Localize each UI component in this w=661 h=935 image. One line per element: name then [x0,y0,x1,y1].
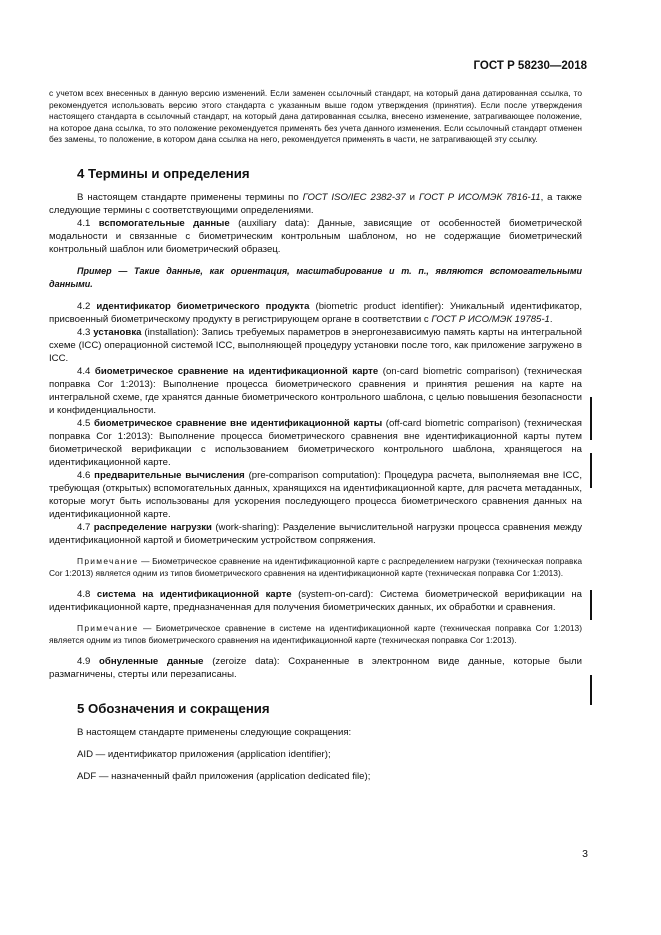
page-number: 3 [582,848,588,860]
section-5-intro: В настоящем стандарте применены следующие сокращения: [77,727,352,739]
term-4-5: 4.5 биометрическое сравнение вне идентификационной карты (off-card biometric comparison) (техническая поправка Cor 1:2013): Выполнение процесса биометрического сравнения вне идентификационной карты путем биометрической верификации с использованием биометрического контрольного шаблона, хранящегося на идентификационной карте. [49,417,582,468]
term-4-3: 4.3 установка (installation): Запись требуемых параметров в энергонезависимую память карты на интегральной схеме (ICC) операционной системой ICC, выполняющей процедуру установки после того, как приложение загружено в ICC. [49,326,582,364]
note-4-7: Примечание — Биометрическое сравнение на идентификационной карте с распределением нагрузки (техническая поправка Cor 1:2013) является одним из типов биометрического сравнения на идентификационной карте (техническая поправка Cor 1:2013). [49,555,582,578]
abbr-item: AID — идентификатор приложения (application identifier); [77,749,331,761]
term-4-4: 4.4 биометрическое сравнение на идентификационной карте (on-card biometric comparison) (техническая поправка Cor 1:2013): Выполнение процесса биометрического сравнения и принятия решения на карте на интегральной схеме, где хранятся данные биометрического контрольного шаблона, с целью повышения безопасности и конфиденциальности. [49,365,582,416]
intro-paragraph: с учетом всех внесенных в данную версию изменений. Если заменен ссылочный стандарт, на который дана датированная ссылка, то рекомендуется использовать версию этого стандарта с указанным выше годом утверждения (принятия). Если после утверждения настоящего стандарта в ссылочный стандарт, на который дана датированная ссылка, внесено изменение, затрагивающее положение, на которое дана ссылка, то это положение рекомендуется применять без учета данного изменения. Если ссылочный стандарт отменен без замены, то положение, в котором дана ссылка на него, рекомендуется применять в части, не затрагивающей эту ссылку. [49,88,582,145]
change-bar [590,397,592,440]
term-4-8: 4.8 система на идентификационной карте (system-on-card): Система биометрической верификации на идентификационной карте, предназначенная для получения биометрических данных, их обработки и сравнения. [49,589,583,614]
change-bar [590,453,592,488]
standard-code: ГОСТ Р 58230—2018 [473,60,587,72]
note-4-8: Примечание — Биометрическое сравнение в системе на идентификационной карте (техническая поправка Cor 1:2013) является одним из типов биометрического сравнения на идентификационной карте (техническая поправка Cor 1:2013). [49,623,582,645]
abbr-item: ADF — назначенный файл приложения (application dedicated file); [77,771,371,783]
term-4-1: 4.1 вспомогательные данные (auxiliary data): Данные, зависящие от особенностей биометрической модальности и связанные с биометрическим контрольным шаблоном, но не содержащие биометрический контрольный шаблон или биометрический образец. [49,217,582,255]
term-4-7: 4.7 распределение нагрузки (work-sharing): Разделение вычислительной нагрузки процесса сравнения между идентификационной картой и биометрическим устройством сопряжения. [49,521,582,546]
term-4-6: 4.6 предварительные вычисления (pre-comparison computation): Процедура расчета, выполняемая вне ICC, требующая (открытых) вспомогательных данных, хранящихся на идентификационной карте, для расчета метаданных, которые могут быть использованы для ускорения последующего процесса биометрического сравнения данных на идентификационной карте. [49,469,582,520]
section-4-heading: 4 Термины и определения [77,165,250,181]
term-4-9: 4.9 обнуленные данные (zeroize data): Сохраненные в электронном виде данные, которые были размагничены, стерты или перезаписаны. [49,656,582,681]
section-4-intro: В настоящем стандарте применены термины по ГОСТ ISO/IEC 2382-37 и ГОСТ Р ИСО/МЭК 7816-11, а также следующие термины с соответствующими определениями. [49,191,582,216]
term-4-2: 4.2 идентификатор биометрического продукта (biometric product identifier): Уникальный идентификатор, присвоенный биометрическому продукту в регистрирующем органе в соответствии с ГОСТ Р ИСО/МЭК 19785-1. [49,300,582,325]
change-bar [590,590,592,620]
section-5-heading: 5 Обозначения и сокращения [77,701,270,717]
example-4-1: Пример — Такие данные, как ориентация, масштабирование и т. п., являются вспомогательными данными. [49,265,582,289]
change-bar [590,675,592,705]
page-content [49,88,582,783]
